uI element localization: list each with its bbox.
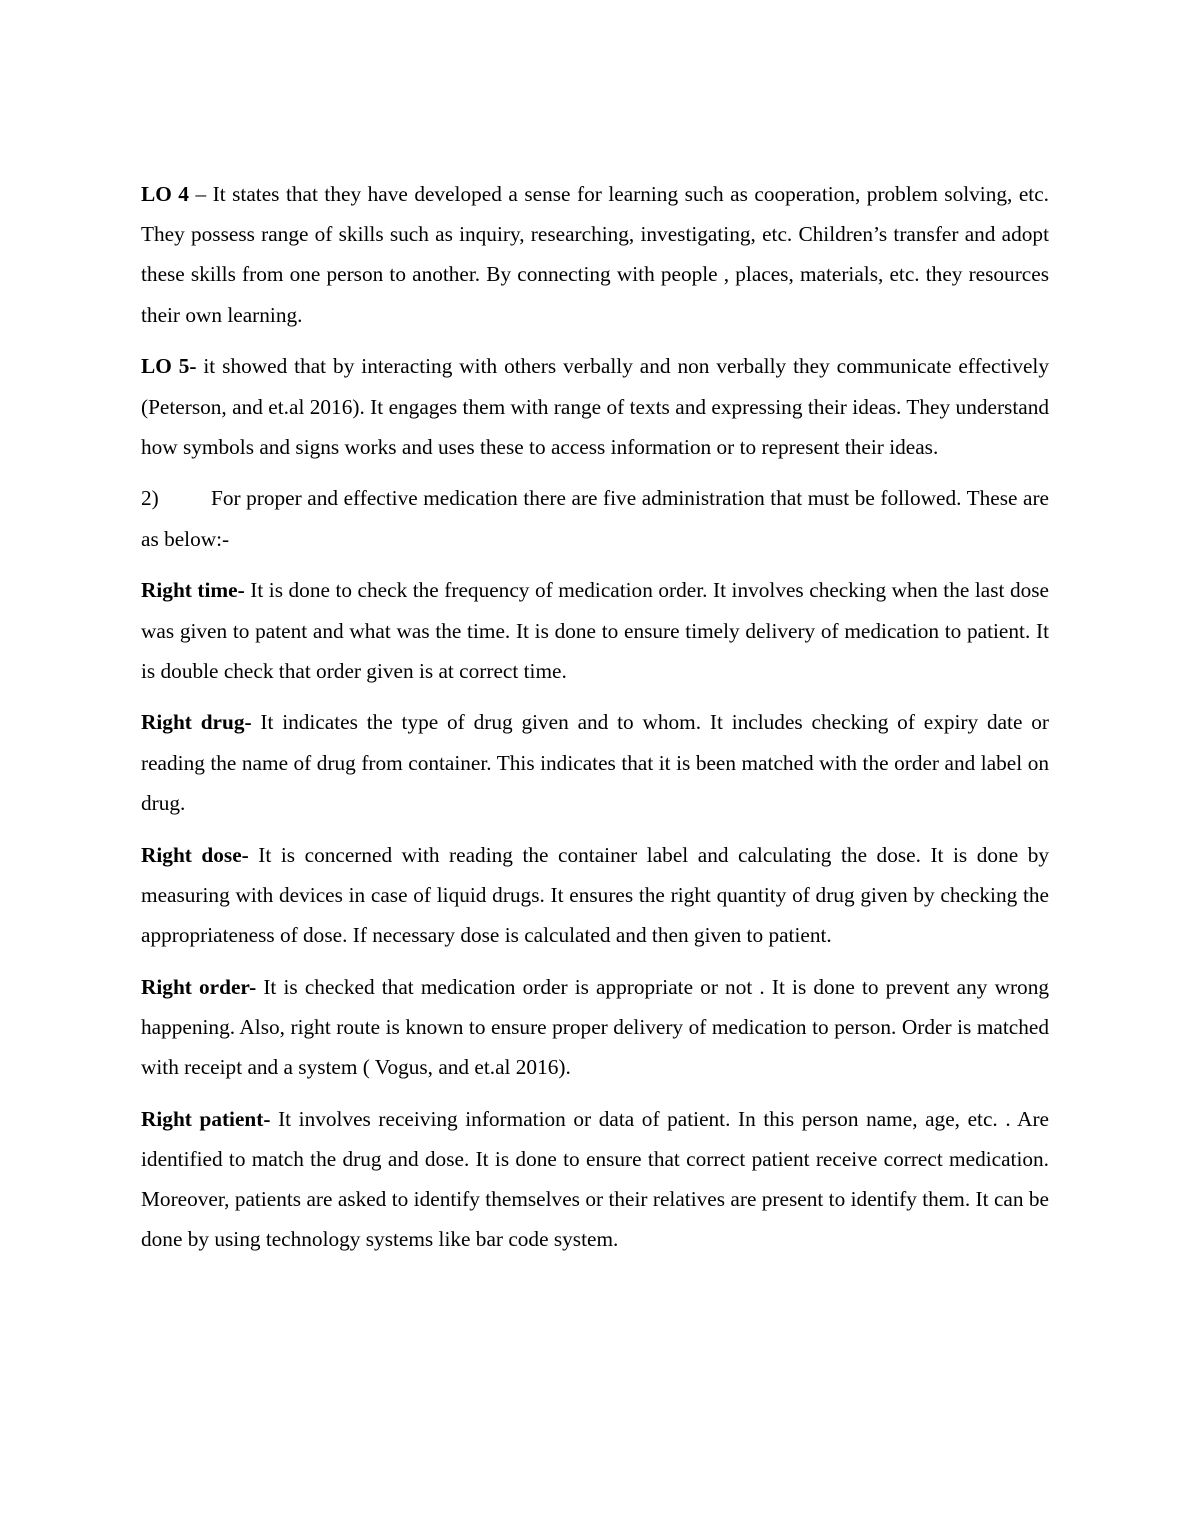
- paragraph-text: it showed that by interacting with others verbally and non verbally they communicate effectively (Peterson, and et.al 2016). It engages them with range of texts and expressing their ideas. They understand how symbols and signs works and uses these to access information or to represent their ideas.: [141, 354, 1049, 459]
- paragraph-right-drug: [141, 702, 1049, 823]
- paragraph-text: It is done to check the frequency of medication order. It involves checking when the last dose was given to patent and what was the time. It is done to ensure timely delivery of medication to patient. It is double check that order given is at correct time.: [141, 578, 1050, 683]
- paragraph-lo5: [141, 346, 1049, 467]
- list-number: 2): [141, 486, 159, 511]
- paragraph-text: For proper and effective medication there are five administration that must be followed. These are as below:-: [141, 486, 1049, 551]
- paragraph-term: LO 5-: [141, 354, 197, 379]
- document-page: [141, 174, 1049, 1271]
- paragraph-text: It is checked that medication order is appropriate or not . It is done to prevent any wrong happening. Also, right route is known to ensure proper delivery of medication to person. Order is matched with receipt and a system ( Vogus, and et.al 2016).: [141, 974, 1049, 1080]
- paragraph-text: It is concerned with reading the container label and calculating the dose. It is done by measuring with devices in case of liquid drugs. It ensures the right quantity of drug given by checking the appropriateness of dose. If necessary dose is calculated and then given to patient.: [141, 842, 1050, 947]
- paragraph-right-patient: [141, 1099, 1049, 1260]
- paragraph-term: Right patient-: [141, 1106, 271, 1131]
- paragraph-term: Right drug-: [141, 710, 252, 735]
- paragraph-question-2: [141, 478, 1049, 558]
- paragraph-right-time: [141, 570, 1049, 691]
- paragraph-right-dose: [141, 835, 1049, 956]
- paragraph-text: – It states that they have developed a sense for learning such as cooperation, problem solving, etc. They possess range of skills such as inquiry, researching, investigating, etc. Children’s transfer and adopt these skills from one person to another. By connecting with people , places, materials, etc. they resources their own learning.: [141, 182, 1049, 327]
- paragraph-term: Right order-: [141, 974, 257, 999]
- paragraph-right-order: [141, 967, 1049, 1088]
- paragraph-lo4: [141, 174, 1049, 335]
- paragraph-text: It indicates the type of drug given and to whom. It includes checking of expiry date or reading the name of drug from container. This indicates that it is been matched with the order and label on drug.: [141, 710, 1049, 815]
- paragraph-text: It involves receiving information or data of patient. In this person name, age, etc. . Are identified to match the drug and dose. It is done to ensure that correct patient receive correct medication. Moreover, patients are asked to identify themselves or their relatives are present to identify them. It can be done by using technology systems like bar code system.: [141, 1106, 1049, 1252]
- paragraph-term: LO 4: [141, 182, 189, 206]
- paragraph-term: Right time-: [141, 578, 245, 603]
- paragraph-term: Right dose-: [141, 842, 249, 867]
